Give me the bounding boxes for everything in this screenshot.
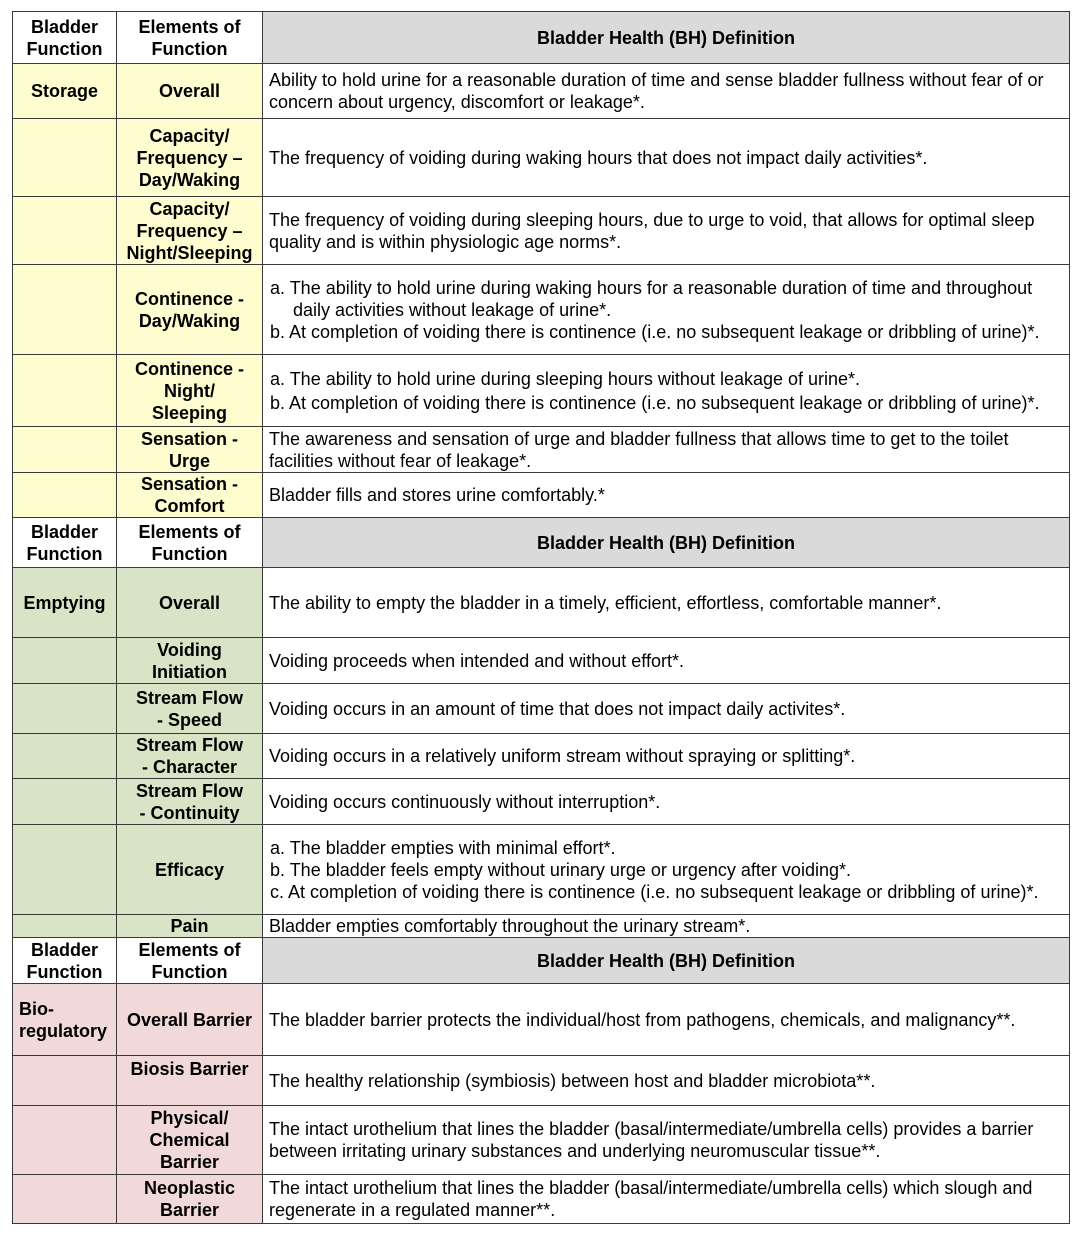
section-fill — [13, 197, 117, 265]
definition-cell — [263, 915, 1070, 938]
definition-cell — [263, 638, 1070, 684]
definition-text: The frequency of voiding during sleeping hours, due to urge to void, that allows for optimal sleep quality and is within physiologic age norms*. — [269, 209, 1035, 252]
section-fill — [13, 734, 117, 779]
header-function: Bladder Function — [13, 518, 117, 568]
section-fill — [13, 473, 117, 518]
definition-text: The frequency of voiding during waking hours that does not impact daily activities*. — [269, 147, 928, 168]
element-cell: Pain — [117, 915, 263, 938]
definition-item: b. The bladder feels empty without urinary urge or urgency after voiding*. — [270, 859, 851, 880]
table-row — [13, 568, 1070, 638]
definition-item: a. The ability to hold urine during waking hours for a reasonable duration of time and throughout daily activities without leakage of urine*. — [270, 277, 1033, 320]
definition-text: The bladder barrier protects the individual/host from pathogens, chemicals, and malignancy**. — [269, 1009, 1016, 1030]
element-cell: Overall — [117, 64, 263, 119]
element-cell: Stream Flow - Continuity — [117, 779, 263, 825]
section-name-emptying: Emptying — [13, 568, 117, 638]
definition-cell — [263, 568, 1070, 638]
definition-text: Ability to hold urine for a reasonable duration of time and sense bladder fullness without fear of or concern about urgency, discomfort or leakage*. — [269, 70, 1044, 112]
table-row — [13, 119, 1070, 197]
definition-item: b. At completion of voiding there is continence (i.e. no subsequent leakage or dribbling of urine)*. — [270, 392, 1040, 413]
table-row — [13, 734, 1070, 779]
table-header-row — [13, 12, 1070, 64]
table-row — [13, 1106, 1070, 1175]
table-row — [13, 638, 1070, 684]
table-row — [13, 779, 1070, 825]
definition-cell — [263, 119, 1070, 197]
definition-text: The intact urothelium that lines the bladder (basal/intermediate/umbrella cells) which slough and regenerate in a regulated manner**. — [269, 1178, 1033, 1220]
definition-cell — [263, 197, 1070, 265]
section-fill — [13, 1106, 117, 1175]
header-definition: Bladder Health (BH) Definition — [263, 518, 1070, 568]
header-elements: Elements of Function — [117, 12, 263, 64]
table-row — [13, 825, 1070, 915]
definition-cell — [263, 825, 1070, 915]
element-cell: Continence - Night/ Sleeping — [117, 355, 263, 427]
section-fill — [13, 638, 117, 684]
definition-cell — [263, 265, 1070, 355]
section-fill — [13, 1056, 117, 1106]
definition-cell — [263, 734, 1070, 779]
table-row — [13, 427, 1070, 473]
table-header-row — [13, 938, 1070, 984]
definition-text: Bladder fills and stores urine comfortably.* — [269, 485, 605, 505]
section-name-storage: Storage — [13, 64, 117, 119]
definition-cell — [263, 1056, 1070, 1106]
section-fill — [13, 427, 117, 473]
definition-item: a. The ability to hold urine during sleeping hours without leakage of urine*. — [270, 368, 861, 389]
definition-text: Bladder empties comfortably throughout the urinary stream*. — [269, 916, 751, 936]
element-cell: Stream Flow - Character — [117, 734, 263, 779]
table-row — [13, 684, 1070, 734]
definition-cell — [263, 984, 1070, 1056]
definition-cell — [263, 355, 1070, 427]
header-definition: Bladder Health (BH) Definition — [263, 12, 1070, 64]
definition-cell — [263, 1106, 1070, 1175]
definition-cell — [263, 427, 1070, 473]
section-fill — [13, 915, 117, 938]
section-fill — [13, 779, 117, 825]
section-fill — [13, 265, 117, 355]
bladder-health-table — [12, 11, 1070, 1224]
element-cell: Efficacy — [117, 825, 263, 915]
header-function: Bladder Function — [13, 938, 117, 984]
definition-text: Voiding proceeds when intended and without effort*. — [269, 650, 684, 671]
section-fill — [13, 119, 117, 197]
definition-item: b. At completion of voiding there is continence (i.e. no subsequent leakage or dribbling of urine)*. — [270, 321, 1040, 342]
element-cell: Sensation - Urge — [117, 427, 263, 473]
header-elements: Elements of Function — [117, 518, 263, 568]
element-cell: Voiding Initiation — [117, 638, 263, 684]
table-row — [13, 197, 1070, 265]
section-fill — [13, 1175, 117, 1224]
element-cell: Physical/ Chemical Barrier — [117, 1106, 263, 1175]
definition-text: Voiding occurs continuously without interruption*. — [269, 791, 661, 812]
definition-text: The intact urothelium that lines the bladder (basal/intermediate/umbrella cells) provides a barrier between irritating urinary substances and underlying neuromuscular tissue**. — [269, 1119, 1034, 1161]
element-cell: Continence - Day/Waking — [117, 265, 263, 355]
element-cell: Capacity/ Frequency – Day/Waking — [117, 119, 263, 197]
definition-text: Voiding occurs in an amount of time that does not impact daily activites*. — [269, 698, 846, 719]
table-row — [13, 915, 1070, 938]
definition-text: The ability to empty the bladder in a timely, efficient, effortless, comfortable manner*. — [269, 592, 942, 613]
definition-item: c. At completion of voiding there is continence (i.e. no subsequent leakage or dribbling of urine)*. — [270, 881, 1039, 902]
definition-cell — [263, 64, 1070, 119]
section-fill — [13, 825, 117, 915]
element-cell: Neoplastic Barrier — [117, 1175, 263, 1224]
definition-cell — [263, 779, 1070, 825]
table-row — [13, 1175, 1070, 1224]
element-cell: Biosis Barrier — [117, 1056, 263, 1106]
element-cell: Capacity/ Frequency – Night/Sleeping — [117, 197, 263, 265]
table-row — [13, 64, 1070, 119]
table-row — [13, 355, 1070, 427]
definition-text: The awareness and sensation of urge and bladder fullness that allows time to get to the toilet facilities without fear of leakage*. — [269, 428, 1009, 471]
header-definition: Bladder Health (BH) Definition — [263, 938, 1070, 984]
table-row — [13, 984, 1070, 1056]
definition-text: Voiding occurs in a relatively uniform stream without spraying or splitting*. — [269, 746, 856, 766]
element-cell: Stream Flow - Speed — [117, 684, 263, 734]
definition-cell — [263, 473, 1070, 518]
table-row — [13, 1056, 1070, 1106]
definition-cell — [263, 684, 1070, 734]
table-row — [13, 265, 1070, 355]
element-cell: Overall — [117, 568, 263, 638]
section-fill — [13, 355, 117, 427]
table-header-row — [13, 518, 1070, 568]
header-elements: Elements of Function — [117, 938, 263, 984]
table-row — [13, 473, 1070, 518]
definition-text: The healthy relationship (symbiosis) between host and bladder microbiota**. — [269, 1070, 876, 1091]
section-name-bioregulatory: Bio- regulatory — [13, 984, 117, 1056]
element-cell: Overall Barrier — [117, 984, 263, 1056]
section-fill — [13, 684, 117, 734]
element-cell: Sensation - Comfort — [117, 473, 263, 518]
header-function: Bladder Function — [13, 12, 117, 64]
definition-item: a. The bladder empties with minimal effort*. — [270, 837, 616, 858]
definition-cell — [263, 1175, 1070, 1224]
